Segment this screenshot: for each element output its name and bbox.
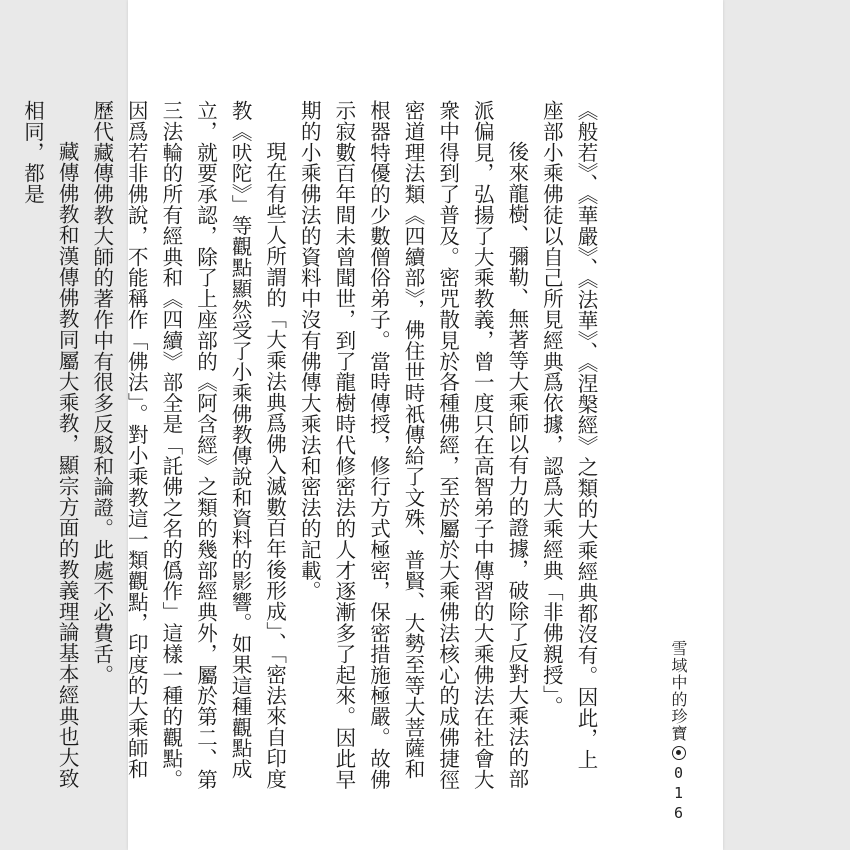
running-header <box>667 640 690 824</box>
body-text <box>15 100 603 790</box>
page-number: 016 <box>669 764 688 824</box>
paragraph-1: 《般若》、《華嚴》、《法華》、《涅槃經》之類的大乘經典都沒有。因此，上座部小乘佛徒以自己所見經典爲依據，認爲大乘經典「非佛親授」。 <box>539 100 598 770</box>
paragraph-3: 現在有些人所謂的「大乘法典爲佛入滅數百年後形成」、「密法來自印度教《吠陀》」等觀點顯然受了小乘佛教傳說和資料的影響。如果這種觀點成立，就要承認，除了上座部的《阿含經》之類的幾部經典外，屬於第二、第三法輪的所有經典和《四續》部全是「託佛之名的僞作」這樣一種的觀點。因爲若非佛說，不能稱作「佛法」。對小乘教這一類觀點，印度的大乘師和歷代藏傳佛教大師的著作中有很多反駁和論證。此處不必費舌。 <box>89 100 287 790</box>
running-title: 雪域中的珍寶 <box>669 640 688 742</box>
paragraph-2: 後來龍樹、彌勒、無著等大乘師以有力的證據，破除了反對大乘法的部派偏見，弘揚了大乘教義，曾一度只在高智弟子中傳習的大乘佛法在社會大衆中得到了普及。密咒散見於各種佛經，至於屬於大乘佛法核心的成佛捷徑密道理法類《四續部》，佛住世時祇傳給了文殊、普賢、大勢至等大菩薩和根器特優的少數僧俗弟子。當時傳授，修行方式極密，保密措施極嚴。故佛示寂數百年間未曾聞世，到了龍樹時代修密法的人才逐漸多了起來。因此早期的小乘佛法的資料中沒有佛傳大乘法和密法的記載。 <box>297 100 529 790</box>
paragraph-4: 藏傳佛教和漢傳佛教同屬大乘教，顯宗方面的教義理論基本經典也大致相同，都是 <box>20 100 80 789</box>
book-page <box>20 0 723 850</box>
bullseye-icon <box>672 746 686 760</box>
